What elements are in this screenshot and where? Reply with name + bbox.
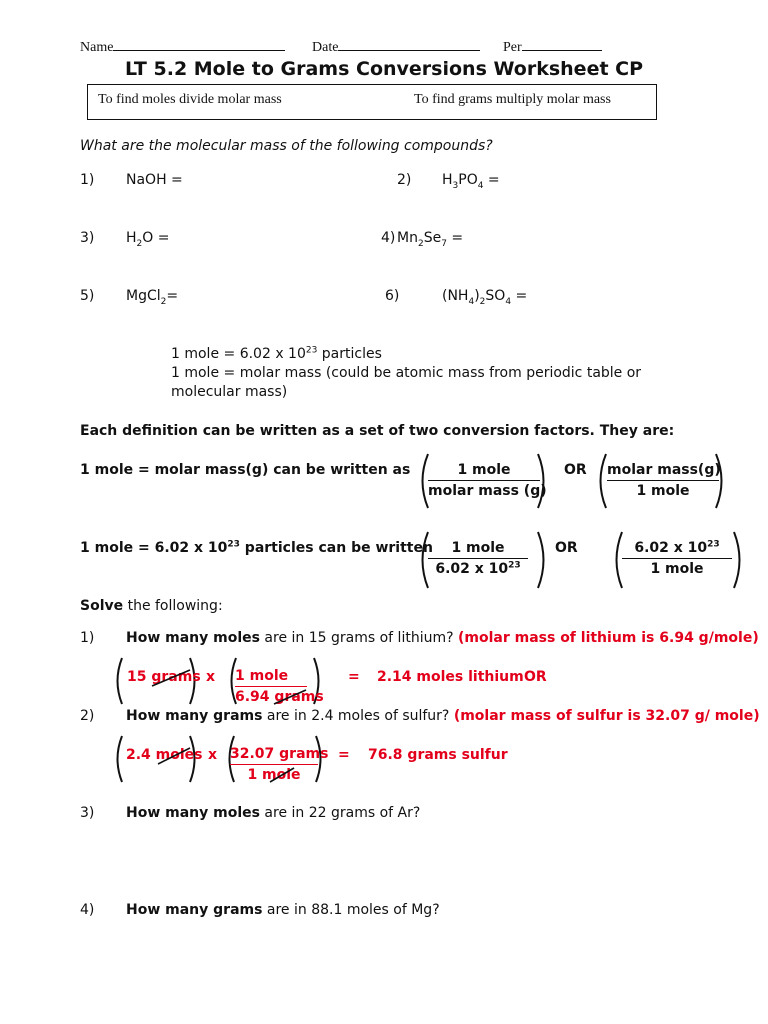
q2-rest: are in 2.4 moles of sulfur?	[262, 708, 454, 724]
row1-label: 1 mole = molar mass(g) can be written as	[80, 462, 411, 478]
tip-divide: To find moles divide molar mass	[98, 92, 282, 107]
date-line[interactable]	[312, 38, 480, 56]
row2-label-b: particles can be written	[239, 540, 433, 556]
q1-bold: How many moles	[126, 630, 260, 646]
row2-f1-den-exp: 23	[508, 560, 521, 571]
q1-number: 1)	[80, 630, 95, 646]
item-3-number: 3)	[80, 230, 95, 246]
def-molar-mass-cont: molecular mass)	[171, 384, 288, 400]
item-2-formula: $H_3PO_4$ =	[442, 172, 500, 191]
row2-or: OR	[555, 540, 578, 556]
q1-rest: are in 15 grams of lithium?	[259, 630, 458, 646]
item-2-number: 2)	[397, 172, 412, 188]
q2-times: x	[208, 747, 218, 763]
row1-f1-denominator: molar mass (g)	[428, 483, 547, 499]
q2-answer: 76.8 grams sulfur	[368, 747, 508, 763]
q2-equals: =	[338, 747, 350, 763]
row2-label-a: 1 mole = 6.02 x 10	[80, 540, 228, 556]
q2-cancel-moles-1	[156, 746, 194, 766]
page-title: LT 5.2 Mole to Grams Conversions Worksheet CP	[124, 58, 644, 80]
q1-cancel-grams-2	[272, 688, 308, 706]
q2-f2-numerator: 32.07 grams	[230, 744, 318, 765]
q1-equals: =	[348, 669, 360, 685]
def-avogadro-b: particles	[317, 346, 382, 362]
q2-factor1: 2.4 moles	[126, 747, 203, 763]
q1-f2-denominator: 6.94 grams	[235, 689, 324, 705]
q1-or: OR	[524, 669, 547, 685]
row1-f1-numerator: 1 mole	[428, 460, 540, 481]
q1-times: x	[206, 669, 216, 685]
solve-label-rest: the following:	[123, 598, 223, 614]
solve-heading	[80, 598, 223, 614]
q2-cancel-moles-2	[268, 766, 296, 784]
row1-f2-numerator: molar mass(g)	[607, 460, 719, 481]
def-avogadro-a: 1 mole = 6.02 x 10	[171, 346, 306, 362]
name-label: Name	[80, 40, 114, 55]
item-1-formula: NaOH =	[126, 172, 183, 188]
row2-f1-numerator: 1 mole	[428, 538, 528, 559]
def-molar-mass: 1 mole = molar mass (could be atomic mass from periodic table or	[171, 365, 642, 381]
row2-f2-denominator: 1 mole	[650, 561, 704, 577]
q3-bold: How many moles	[126, 805, 260, 821]
row1-f2-denominator: 1 mole	[636, 483, 690, 499]
row1-or: OR	[564, 462, 587, 478]
per-blank[interactable]	[522, 38, 602, 51]
row2-f2-num-a: 6.02 x 10	[634, 540, 708, 556]
q3-text	[126, 805, 420, 821]
q4-rest: are in 88.1 moles of Mg?	[262, 902, 440, 918]
row2-label-exp: 23	[227, 539, 240, 550]
row2-factor2	[622, 538, 732, 579]
conversion-intro: Each definition can be written as a set of two conversion factors. They are:	[80, 423, 675, 439]
def-avogadro	[171, 346, 382, 362]
item-6-number: 6)	[385, 288, 400, 304]
q3-rest: are in 22 grams of Ar?	[259, 805, 421, 821]
q1-cancel-grams-1	[150, 668, 194, 688]
q2-note: (molar mass of sulfur is 32.07 g/ mole)	[453, 708, 760, 724]
per-label: Per	[503, 40, 522, 55]
item-1-number: 1)	[80, 172, 95, 188]
solve-label-bold: Solve	[80, 598, 124, 614]
row2-label	[80, 540, 433, 556]
name-line[interactable]	[80, 38, 285, 56]
q1-text	[126, 630, 759, 646]
item-6-formula: $(NH_4)_2SO_4$ =	[442, 288, 528, 307]
q1-factor1: 15 grams	[127, 669, 201, 685]
row2-f1-den-a: 6.02 x 10	[435, 561, 509, 577]
row1-factor2	[607, 460, 719, 501]
row2-f1-denominator	[428, 559, 528, 579]
item-3-formula: $H_2O$ =	[126, 230, 170, 249]
item-4-formula: $Mn_2Se_7$ =	[397, 230, 464, 249]
item-4-number: 4)	[381, 230, 396, 246]
per-line[interactable]	[503, 38, 602, 56]
q2-f2-denominator: 1 mole	[247, 767, 301, 783]
q2-bold: How many grams	[126, 708, 263, 724]
tip-multiply: To find grams multiply molar mass	[414, 92, 611, 107]
part1-question: What are the molecular mass of the following compounds?	[80, 138, 493, 154]
row2-factor1	[428, 538, 528, 579]
item-5-number: 5)	[80, 288, 95, 304]
q2-text	[126, 708, 760, 724]
name-blank[interactable]	[113, 38, 285, 51]
q4-number: 4)	[80, 902, 95, 918]
date-blank[interactable]	[338, 38, 480, 51]
row2-f2-num-exp: 23	[707, 539, 720, 550]
def-avogadro-exp: 23	[305, 345, 318, 356]
q4-text	[126, 902, 440, 918]
row2-f2-numerator	[622, 538, 732, 559]
row1-factor1	[428, 460, 547, 501]
q2-number: 2)	[80, 708, 95, 724]
q4-bold: How many grams	[126, 902, 263, 918]
q3-number: 3)	[80, 805, 95, 821]
q1-answer: 2.14 moles lithium	[377, 669, 524, 685]
date-label: Date	[312, 40, 339, 55]
item-5-formula: MgCl$_2$=	[126, 288, 179, 307]
q1-note: (molar mass of lithium is 6.94 g/mole)	[457, 630, 759, 646]
q1-f2-numerator: 1 mole	[235, 666, 307, 687]
